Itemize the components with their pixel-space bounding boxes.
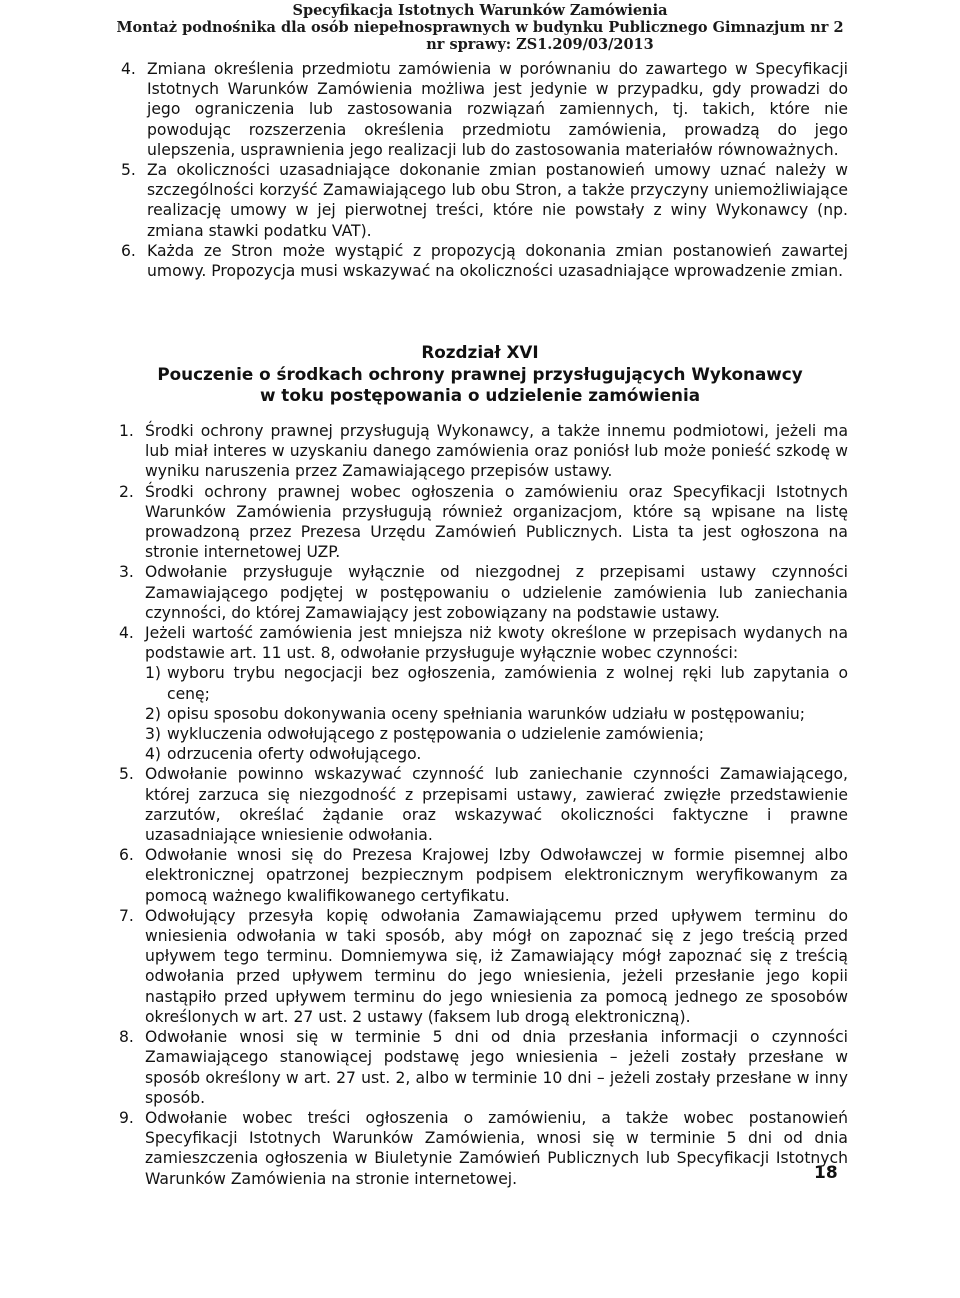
sub-item-number: 4) [145, 745, 162, 764]
list-item [119, 623, 848, 764]
page-header [0, 2, 960, 53]
sub-item-text: wykluczenia odwołującego z postępowania o udzielenie zamówienia; [167, 725, 704, 744]
list-item [121, 160, 848, 241]
sub-list [145, 663, 848, 764]
sub-list-item [145, 744, 848, 764]
item-number: 2. [119, 482, 134, 501]
item-text: Każda ze Stron może wystąpić z propozycją dokonania zmian postanowień zawartej umowy. Propozycja musi wskazywać na okoliczności uzasadniające wprowadzenie zmian. [147, 241, 848, 281]
chapter-title-line-2: w toku postępowania o udzielenie zamówienia [259, 385, 701, 405]
item-number: 9. [119, 1108, 134, 1127]
list-item [119, 906, 848, 1027]
page-number: 18 [814, 1163, 838, 1183]
item-number: 7. [119, 906, 134, 925]
item-number: 5. [119, 765, 134, 784]
item-text: Odwołanie wobec treści ogłoszenia o zamówieniu, a także wobec postanowień Specyfikacji Istotnych Warunków Zamówienia, wnosi się w terminie 5 dni od dnia zamieszczenia ogłoszenia w Biuletynie Zamówień Publicznych lub Specyfikacji Istotnych Warunków Zamówienia na stronie internetowej. [145, 1108, 848, 1188]
item-number: 6. [121, 241, 136, 260]
list-item [119, 421, 848, 482]
item-number: 6. [119, 846, 134, 865]
list-item [119, 845, 848, 906]
item-number: 1. [119, 422, 134, 440]
sub-item-number: 3) [145, 725, 162, 744]
item-number: 3. [119, 563, 134, 582]
chapter-heading [110, 342, 850, 407]
list-item [119, 1027, 848, 1108]
chapter-title-line-1: Pouczenie o środkach ochrony prawnej przysługujących Wykonawcy [157, 363, 803, 384]
list-item [119, 1108, 848, 1189]
legal-remedies-list [119, 421, 848, 1189]
header-title: Specyfikacja Istotnych Warunków Zamówienia [292, 2, 668, 19]
item-number: 4. [121, 60, 136, 78]
item-text: Odwołanie przysługuje wyłącznie od niezgodnej z przepisami ustawy czynności Zamawiającego podjętej w postępowaniu o udzielenie zamówienia lub zaniechania czynności, do której Zamawiający jest zobowiązany na podstawie ustawy. [145, 563, 848, 622]
item-text: Za okoliczności uzasadniające dokonanie zmian postanowień umowy uznać należy w szczególności korzyść Zamawiającego lub obu Stron, a także przyczyny uniemożliwiające realizację umowy w jej pierwotnej treści, które nie powstały z winy Wykonawcy (np. zmiana stawki podatku VAT). [147, 161, 848, 240]
chapter-number: Rozdział XVI [421, 342, 539, 362]
item-text: Jeżeli wartość zamówienia jest mniejsza niż kwoty określone w przepisach wydanych na podstawie art. 11 ust. 8, odwołanie przysługuje wyłącznie wobec czynności: [145, 624, 848, 663]
list-item [121, 241, 848, 281]
item-text: Zmiana określenia przedmiotu zamówienia w porównaniu do zawartego w Specyfikacji Istotnych Warunków Zamówienia możliwa jest jedynie w przypadku, gdy prowadzi do jego ograniczenia lub zastosowania rozwiązań zamiennych, tj. takich, które nie powodując rozszerzenia określenia przedmiotu zamówienia, prowadzą do jego ulepszenia, usprawnienia jego realizacji lub do zastosowania materiałów równoważnych. [147, 60, 848, 159]
item-text: Odwołanie wnosi się do Prezesa Krajowej Izby Odwoławczej w formie pisemnej albo elektronicznej opatrzonej bezpiecznym podpisem elektronicznym weryfikowanym za pomocą ważnego kwalifikowanego certyfikatu. [145, 846, 848, 905]
item-text: Odwołanie powinno wskazywać czynność lub zaniechanie czynności Zamawiającego, której zarzuca się niezgodność z przepisami ustawy, zawierać zwięzłe przedstawienie zarzutów, określać żądanie oraz wskazywać okoliczności faktyczne i prawne uzasadniające wniesienie odwołania. [145, 765, 848, 845]
item-text: Odwołujący przesyła kopię odwołania Zamawiającemu przed upływem terminu do wniesienia odwołania w taki sposób, aby mógł on zapoznać się z jego treścią przed upływem tego terminu. Domniemywa się, iż Zamawiający mógł zapoznać się z treścią odwołania przed upływem terminu do jego wniesienia, jeżeli przesłanie jego kopii nastąpiło przed upływem terminu do jego wniesienia za pomocą jednego ze sposobów określonych w art. 27 ust. 2 ustawy (faksem lub drogą elektroniczną). [145, 906, 848, 1026]
sub-item-text: wyboru trybu negocjacji bez ogłoszenia, zamówienia z wolnej ręki lub zapytania o cenę; [167, 664, 848, 703]
sub-item-text: odrzucenia oferty odwołującego. [167, 745, 422, 764]
item-number: 5. [121, 161, 136, 180]
list-item [119, 482, 848, 563]
list-item [121, 59, 848, 160]
list-item [119, 562, 848, 623]
item-text: Środki ochrony prawnej wobec ogłoszenia o zamówieniu oraz Specyfikacji Istotnych Warunków Zamówienia przysługują również organizacjom, które są wpisane na listę prowadzoną przez Prezesa Urzędu Zamówień Publicznych. Lista ta jest ogłoszona na stronie internetowej UZP. [145, 482, 848, 562]
header-subject: Montaż podnośnika dla osób niepełnosprawnych w budynku Publicznego Gimnazjum nr 2 [116, 19, 844, 36]
sub-item-number: 1) [145, 664, 162, 683]
item-number: 4. [119, 624, 134, 643]
item-number: 8. [119, 1028, 134, 1047]
header-case-number: nr sprawy: ZS1.209/03/2013 [426, 36, 654, 53]
sub-list-item [145, 704, 848, 724]
sub-list-item [145, 724, 848, 744]
item-text: Środki ochrony prawnej przysługują Wykonawcy, a także innemu podmiotowi, jeżeli ma lub miał interes w uzyskaniu danego zamówienia oraz poniósł lub może ponieść szkodę w wyniku naruszenia przez Zamawiającego przepisów ustawy. [145, 422, 848, 481]
sub-item-number: 2) [145, 704, 162, 723]
item-text: Odwołanie wnosi się w terminie 5 dni od dnia przesłania informacji o czynności Zamawiającego stanowiącej podstawę jego wniesienia – jeżeli zostały przesłane w sposób określony w art. 27 ust. 2, albo w terminie 10 dni – jeżeli zostały przesłane w inny sposób. [145, 1028, 848, 1107]
list-item [119, 764, 848, 845]
sub-list-item [145, 663, 848, 703]
sub-item-text: opisu sposobu dokonywania oceny spełniania warunków udziału w postępowaniu; [167, 704, 806, 723]
amendment-clauses [121, 59, 848, 281]
